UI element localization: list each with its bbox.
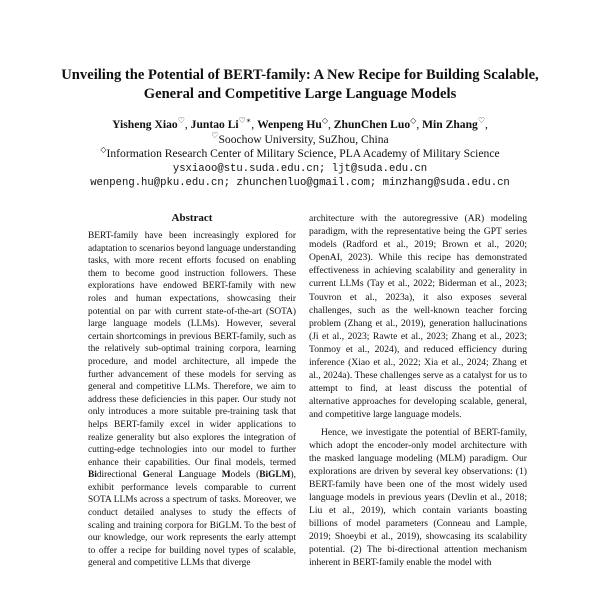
body-paragraph: Hence, we investigate the potential of BERT-family, which adopt the encoder-only model architecture with the masked language modeling (MLM) paradigm. Our explorations are driven by several key observations: (1) BERT-family have been one of the most widely used language models in previous years (Devlin et al., 2018; Liu et al., 2019), which contain variants boasting billions of model parameters (Conneau and Lample, 2019; Shoeybi et al., 2019), showcasing its scalability potential. (2) The bi-directional attention mechanism inherent in BERT-family enable the model with bbox=[309, 426, 527, 569]
author-block bbox=[40, 118, 560, 191]
paper-title: Unveiling the Potential of BERT-family: A New Recipe for Building Scalable, General and Competitive Large Language Models bbox=[61, 67, 539, 102]
email-line: wenpeng.hu@pku.edu.cn; zhunchenluo@gmail.com; minzhang@suda.edu.cn bbox=[90, 177, 510, 190]
abstract-text-part: directional bbox=[96, 470, 143, 481]
affiliation-text: Information Research Center of Military Science, PLA Academy of Military Science bbox=[106, 147, 500, 161]
author-names-line: Yisheng Xiao♡, Juntao Li♡∗, Wenpeng Hu◇, ZhunChen Luo◇, Min Zhang♡, bbox=[112, 116, 488, 131]
author-name: Yisheng Xiao bbox=[112, 118, 178, 131]
model-name: BiGLM bbox=[259, 470, 291, 481]
abstract-text bbox=[88, 230, 296, 570]
author-name: Wenpeng Hu bbox=[257, 118, 322, 131]
abstract-text-part: odels ( bbox=[230, 470, 260, 481]
affiliation-mark: ◇ bbox=[100, 145, 107, 155]
author-name: ZhunChen Luo bbox=[333, 118, 411, 131]
abstract-heading: Abstract bbox=[171, 212, 213, 224]
abstract-text-part: ), exhibit performance levels comparable to current SOTA LLMs across a spectrum of tasks. Moreover, we conduct detailed analyses to study the effects of scaling and training corpora for BiGLM. To the best of our knowledge, our work represents the early attempt to offer a recipe for building novel types of scalable, general and competitive LLMs that diverge bbox=[88, 470, 296, 569]
author-name: Juntao Li bbox=[190, 118, 239, 131]
bold-letters: M bbox=[221, 470, 231, 481]
bold-letters: G bbox=[142, 470, 150, 481]
abstract-text-part: eneral bbox=[149, 470, 179, 481]
affiliation-text: Soochow University, SuZhou, China bbox=[218, 132, 389, 146]
author-mark: ♡∗ bbox=[238, 116, 252, 125]
author-mark: ◇ bbox=[321, 116, 328, 125]
body-paragraph: architecture with the autoregressive (AR) modeling paradigm, with the representative being the GPT series models (Radford et al., 2019; Brown et al., 2020; OpenAI, 2023). While this recipe has demonstrated effectiveness in achieving scalability and generality in current LLMs (Tay et al., 2022; Biderman et al., 2023; Touvron et al., 2023a), it also exposes several challenges, such as the well-known teacher forcing problem (Zhang et al., 2019), generation hallucinations (Ji et al., 2023; Rawte et al., 2023; Zhang et al., 2023; Tonmoy et al., 2024), and reduced efficiency during inference (Xiao et al., 2022; Xia et al., 2024; Zhang et al., 2024a). These challenges serve as a catalyst for us to attempt to find, at least discuss the potential of alternative approaches for developing scalable, general, and competitive large language models. bbox=[309, 213, 527, 421]
affiliation-line bbox=[40, 147, 560, 162]
affiliation-line bbox=[40, 130, 560, 148]
author-name: Min Zhang bbox=[422, 118, 478, 131]
bold-letters: Bi bbox=[88, 470, 97, 481]
author-mark: ♡ bbox=[177, 116, 185, 125]
bold-letters: L bbox=[178, 470, 185, 481]
affiliation-mark: ♡ bbox=[211, 130, 219, 140]
abstract-text-part: anguage bbox=[184, 470, 222, 481]
email-line: ysxiaoo@stu.suda.edu.cn; ljt@suda.edu.cn bbox=[172, 162, 428, 175]
author-mark: ◇ bbox=[410, 116, 417, 125]
abstract-text-part: BERT-family have been increasingly explored for adaptation to scenarios beyond language understanding tasks, with more recent efforts focused on enabling them to become good instruction followers. These explorations have endowed BERT-family with new roles and human expectations, showcasing their potential on par with current state-of-the-art (SOTA) large language models (LLMs). However, several certain shortcomings in previous BERT-family, such as the relatively sub-optimal training corpora, learning procedure, and model architecture, all impede the further advancement of these models for serving as general and competitive LLMs. Therefore, we aim to address these deficiencies in this paper. Our study not only introduces a more suitable pre-training task that helps BERT-family excel in wider applications to realize generality but also explores the integration of cutting-edge technologies into our model to further enhance their capabilities. Our final models, termed bbox=[88, 231, 296, 468]
author-mark: ♡ bbox=[477, 116, 486, 125]
body-column bbox=[309, 212, 527, 570]
